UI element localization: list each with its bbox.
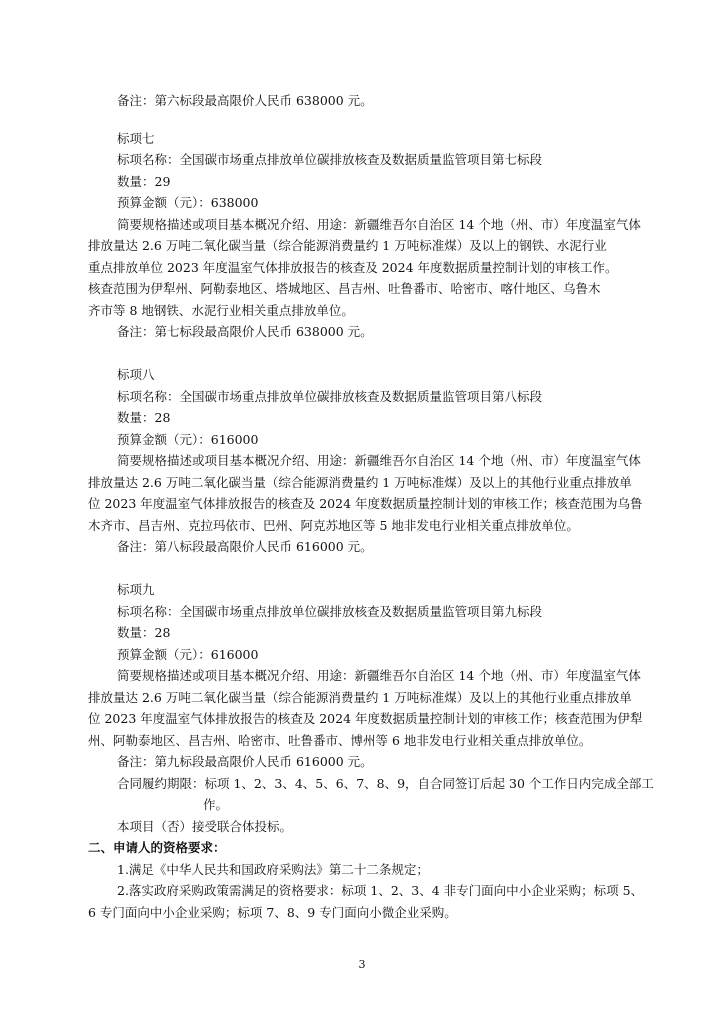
item-8-budget: 预算金额（元）：616000 [117, 432, 259, 447]
item-8-description: 木齐市、昌吉州、克拉玛依市、巴州、阿克苏地区等 5 地非发电行业相关重点排放单位。 [88, 518, 579, 533]
item-9-quantity: 数量：28 [117, 625, 171, 640]
item-8-description: 简要规格描述或项目基本概况介绍、用途：新疆维吾尔自治区 14 个地（州、市）年度温室气体 [117, 453, 641, 468]
contract-period-continuation: 作。 [203, 797, 229, 812]
item-9-description: 位 2023 年度温室气体排放报告的核查及 2024 年度数据质量控制计划的审核工作；核查范围为伊犁 [88, 711, 643, 726]
item-7-description: 简要规格描述或项目基本概况介绍、用途：新疆维吾尔自治区 14 个地（州、市）年度温室气体 [117, 217, 641, 232]
item-8-description: 排放量达 2.6 万吨二氧化碳当量（综合能源消费量约 1 万吨标准煤）及以上的其他行业重点排放单 [88, 475, 632, 490]
remarks-section-7: 备注：第七标段最高限价人民币 638000 元。 [117, 324, 373, 339]
item-9-name: 标项名称：全国碳市场重点排放单位碳排放核查及数据质量监管项目第九标段 [117, 604, 543, 619]
page-number: 3 [358, 958, 366, 971]
item-8-quantity: 数量：28 [117, 410, 171, 425]
qualification-item-1: 1.满足《中华人民共和国政府采购法》第二十二条规定； [117, 862, 429, 877]
item-7-heading: 标项七 [117, 131, 155, 146]
item-7-quantity: 数量：29 [117, 174, 171, 189]
item-7-description: 重点排放单位 2023 年度温室气体排放报告的核查及 2024 年度数据质量控制计划的审核工作。 [88, 260, 618, 275]
item-7-description: 排放量达 2.6 万吨二氧化碳当量（综合能源消费量约 1 万吨标准煤）及以上的钢铁、水泥行业 [88, 238, 607, 253]
item-9-budget: 预算金额（元）：616000 [117, 647, 259, 662]
item-8-heading: 标项八 [117, 367, 155, 382]
remarks-section-8: 备注：第八标段最高限价人民币 616000 元。 [117, 539, 373, 554]
item-8-description: 位 2023 年度温室气体排放报告的核查及 2024 年度数据质量控制计划的审核工作；核查范围为乌鲁 [88, 496, 643, 511]
qualification-item-2-continuation: 6 专门面向中小企业采购；标项 7、8、9 专门面向小微企业采购。 [88, 905, 457, 920]
item-9-heading: 标项九 [117, 582, 155, 597]
item-9-description: 州、阿勒泰地区、昌吉州、哈密市、吐鲁番市、博州等 6 地非发电行业相关重点排放单位。 [88, 733, 592, 748]
section-heading-qualifications: 二、申请人的资格要求： [88, 840, 226, 855]
item-7-description: 齐市等 8 地钢铁、水泥行业相关重点排放单位。 [88, 303, 354, 318]
item-8-name: 标项名称：全国碳市场重点排放单位碳排放核查及数据质量监管项目第八标段 [117, 389, 543, 404]
item-7-name: 标项名称：全国碳市场重点排放单位碳排放核查及数据质量监管项目第七标段 [117, 152, 543, 167]
item-7-budget: 预算金额（元）：638000 [117, 195, 259, 210]
item-9-description: 简要规格描述或项目基本概况介绍、用途：新疆维吾尔自治区 14 个地（州、市）年度温室气体 [117, 668, 641, 683]
item-9-description: 排放量达 2.6 万吨二氧化碳当量（综合能源消费量约 1 万吨标准煤）及以上的其他行业重点排放单 [88, 690, 632, 705]
consortium-bid-note: 本项目（否）接受联合体投标。 [117, 819, 293, 834]
remarks-section-9: 备注：第九标段最高限价人民币 616000 元。 [117, 754, 373, 769]
qualification-item-2: 2.落实政府采购政策需满足的资格要求：标项 1、2、3、4 非专门面向中小企业采购；标项 5、 [117, 883, 644, 898]
item-7-description: 核查范围为伊犁州、阿勒泰地区、塔城地区、昌吉州、吐鲁番市、哈密市、喀什地区、乌鲁木 [88, 281, 601, 296]
contract-period: 合同履约期限：标项 1、2、3、4、5、6、7、8、9，自合同签订后起 30 个工作日内完成全部工 [117, 776, 654, 791]
remarks-section-6: 备注：第六标段最高限价人民币 638000 元。 [117, 93, 373, 108]
